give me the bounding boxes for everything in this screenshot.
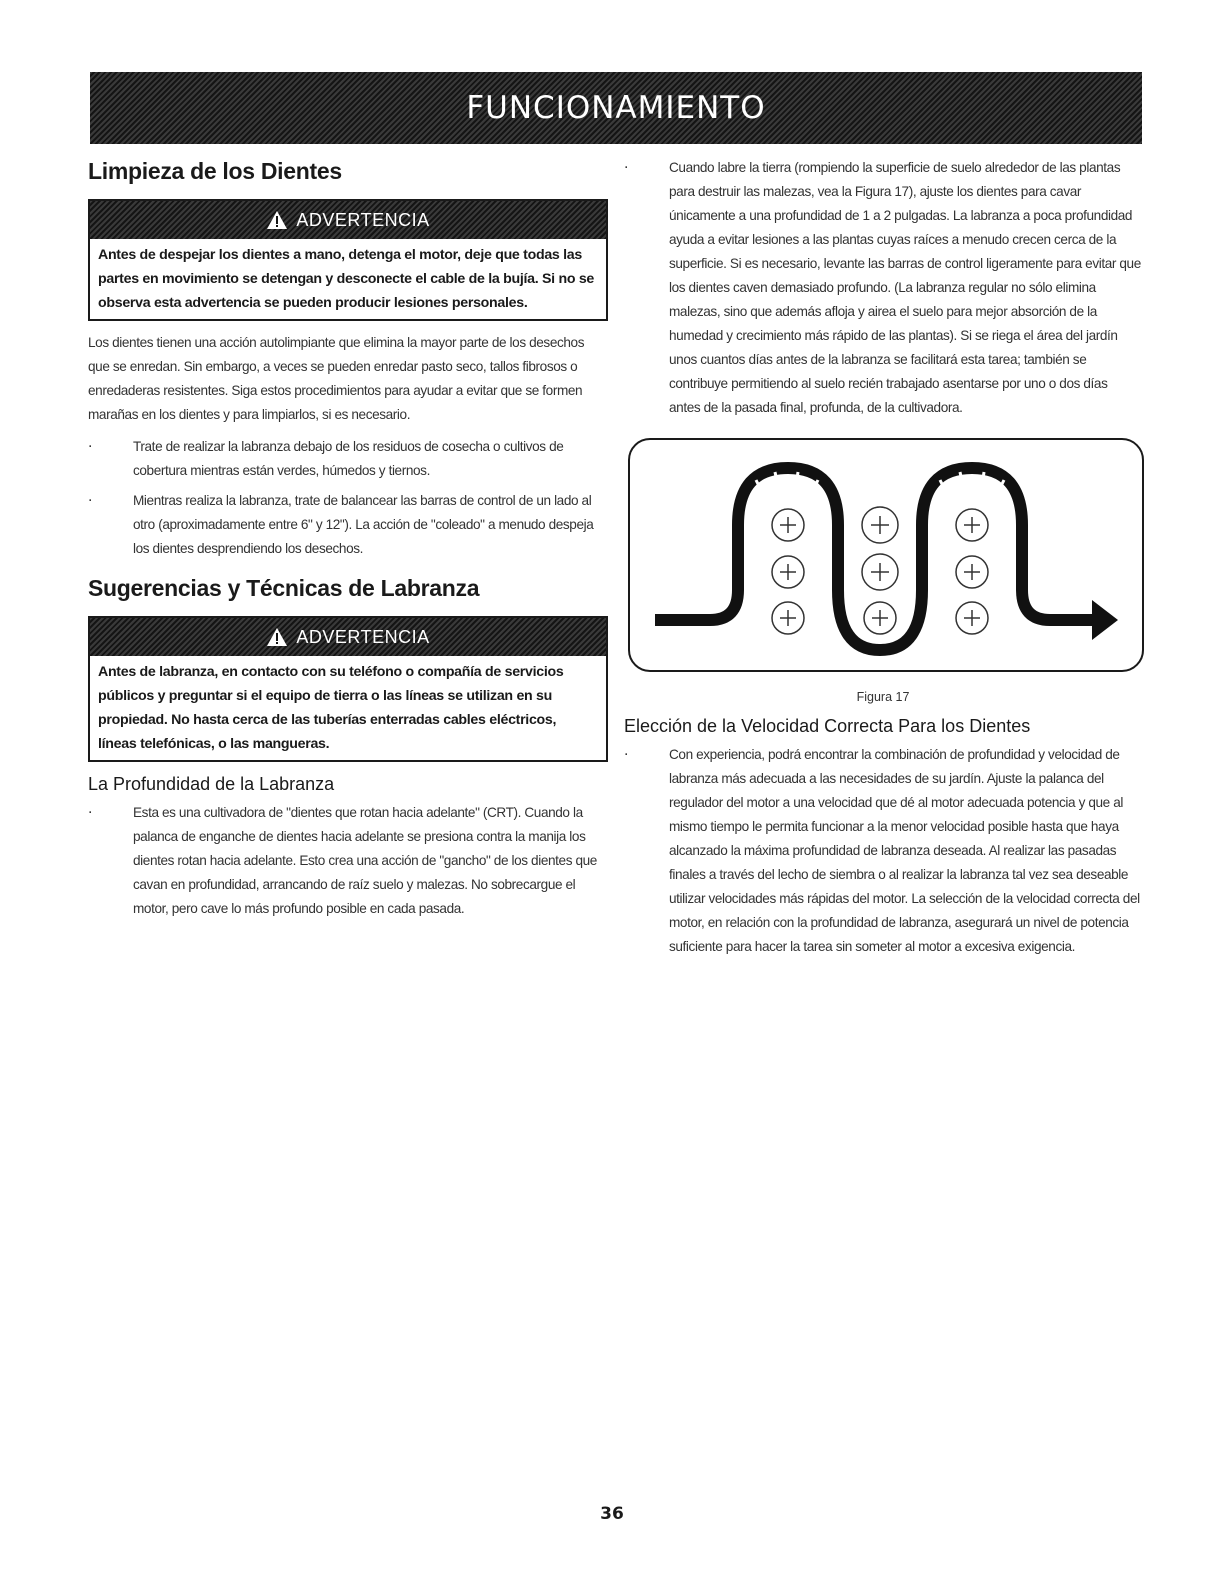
bullet-list-depth bbox=[88, 801, 608, 921]
warning-triangle-icon bbox=[266, 210, 288, 230]
page-number: 36 bbox=[600, 1504, 624, 1524]
warning-label: ADVERTENCIA bbox=[296, 626, 430, 647]
warning-header bbox=[90, 201, 606, 239]
bullet-list-shallow-tilling bbox=[624, 156, 1142, 420]
section-banner bbox=[90, 72, 1142, 144]
right-column bbox=[624, 150, 1142, 965]
arrow-head bbox=[1092, 600, 1118, 640]
list-item: . Cuando labre la tierra (rompiendo la superficie de suelo alrededor de las plantas para destruir las malezas, vea la Figura 17), ajuste los dientes para cavar únicamente a una profundidad de 1 a 2 pulgadas. La labranza a poca profundidad ayuda a evitar lesiones a las plantas cuyas raíces a menudo crecen cerca de la superficie. Si es necesario, levante las barras de control ligeramente para evitar que los dientes caven demasiado profundo. (La labranza regular no sólo elimina malezas, sino que además afloja y airea el suelo para mejor absorción de la humedad y crecimiento más rápido de las plantas). Si se riega el área del jardín unos cuantos días antes de la labranza se facilitará esta tarea; también se contribuye permitiendo al suelo recién trabajado asentarse por uno o dos días antes de la pasada final, profunda, de la cultivadora. bbox=[624, 156, 1142, 420]
tiller-path-arrow bbox=[655, 468, 1092, 650]
heading-tips-techniques: Sugerencias y Técnicas de Labranza bbox=[88, 575, 480, 601]
list-item: . Esta es una cultivadora de "dientes que rotan hacia adelante" (CRT). Cuando la palanca de enganche de dientes hacia adelante se presiona contra la manija los dientes rotan hacia adelante. Esto crea una acción de "gancho" de los dientes que cavan en profundidad, arrancando de raíz suelo y malezas. No sobrecargue el motor, pero cave lo más profundo posible en cada pasada. bbox=[88, 801, 608, 921]
list-item: . Mientras realiza la labranza, trate de balancear las barras de control de un lado al otro (aproximadamente entre 6" y 12"). La acción de "coleado" a menudo despeja los dientes desprendiendo los desechos. bbox=[88, 489, 608, 561]
left-column bbox=[88, 150, 608, 927]
warning-text: Antes de despejar los dientes a mano, detenga el motor, deje que todas las partes en movimiento se detengan y desconecte el cable de la bujía. Si no se observa esta advertencia se pueden producir lesiones personales. bbox=[98, 247, 595, 311]
plant-icons bbox=[772, 507, 988, 634]
subheading-tine-speed: Elección de la Velocidad Correcta Para los Dientes bbox=[624, 716, 1031, 736]
warning-triangle-icon bbox=[266, 627, 288, 647]
warning-header bbox=[90, 618, 606, 656]
list-item: . Trate de realizar la labranza debajo de los residuos de cosecha o cultivos de cobertura mientras están verdes, húmedos y tiernos. bbox=[88, 435, 608, 483]
warning-box-1 bbox=[88, 199, 608, 321]
warning-box-2 bbox=[88, 616, 608, 762]
warning-label: ADVERTENCIA bbox=[296, 209, 430, 230]
list-item: . Con experiencia, podrá encontrar la combinación de profundidad y velocidad de labranza más adecuada a las necesidades de su jardín. Ajuste la palanca del regulador del motor a una velocidad que dé al motor adecuada potencia y que al mismo tiempo le permita funcionar a la menor velocidad posible hasta que haya alcanzado la máxima profundidad de labranza deseada. Al realizar las pasadas finales a través del lecho de siembra o al realizar la labranza tal vez sea deseable utilizar velocidades más rápidas del motor. La selección de la velocidad correcta del motor, en relación con la profundidad de labranza, asegurará un nivel de potencia suficiente para hacer la tarea sin someter al motor a excesiva exigencia. bbox=[624, 743, 1142, 959]
tilling-pattern-diagram bbox=[630, 440, 1142, 670]
heading-cleaning-tines: Limpieza de los Dientes bbox=[88, 158, 342, 184]
banner-title: FUNCIONAMIENTO bbox=[466, 90, 766, 126]
figure-caption: Figura 17 bbox=[856, 690, 910, 704]
bullet-list-cleaning bbox=[88, 435, 608, 561]
bullet-list-speed bbox=[624, 743, 1142, 959]
paragraph-self-cleaning: Los dientes tienen una acción autolimpiante que elimina la mayor parte de los desechos que se enredan. Sin embargo, a veces se pueden enredar pasto seco, tallos fibrosos o enredaderas resistentes. Siga estos procedimientos para ayudar a evitar que se formen marañas en los dientes y para limpiarlos, si es necesario. bbox=[88, 335, 585, 422]
figure-17 bbox=[628, 438, 1144, 672]
subheading-tilling-depth: La Profundidad de la Labranza bbox=[88, 774, 335, 794]
warning-text: Antes de labranza, en contacto con su teléfono o compañía de servicios públicos y preguntar si el equipo de tierra o las líneas se utilizan en su propiedad. No hasta cerca de las tuberías enterradas cables eléctricos, líneas telefónicas, o las mangueras. bbox=[98, 664, 564, 752]
